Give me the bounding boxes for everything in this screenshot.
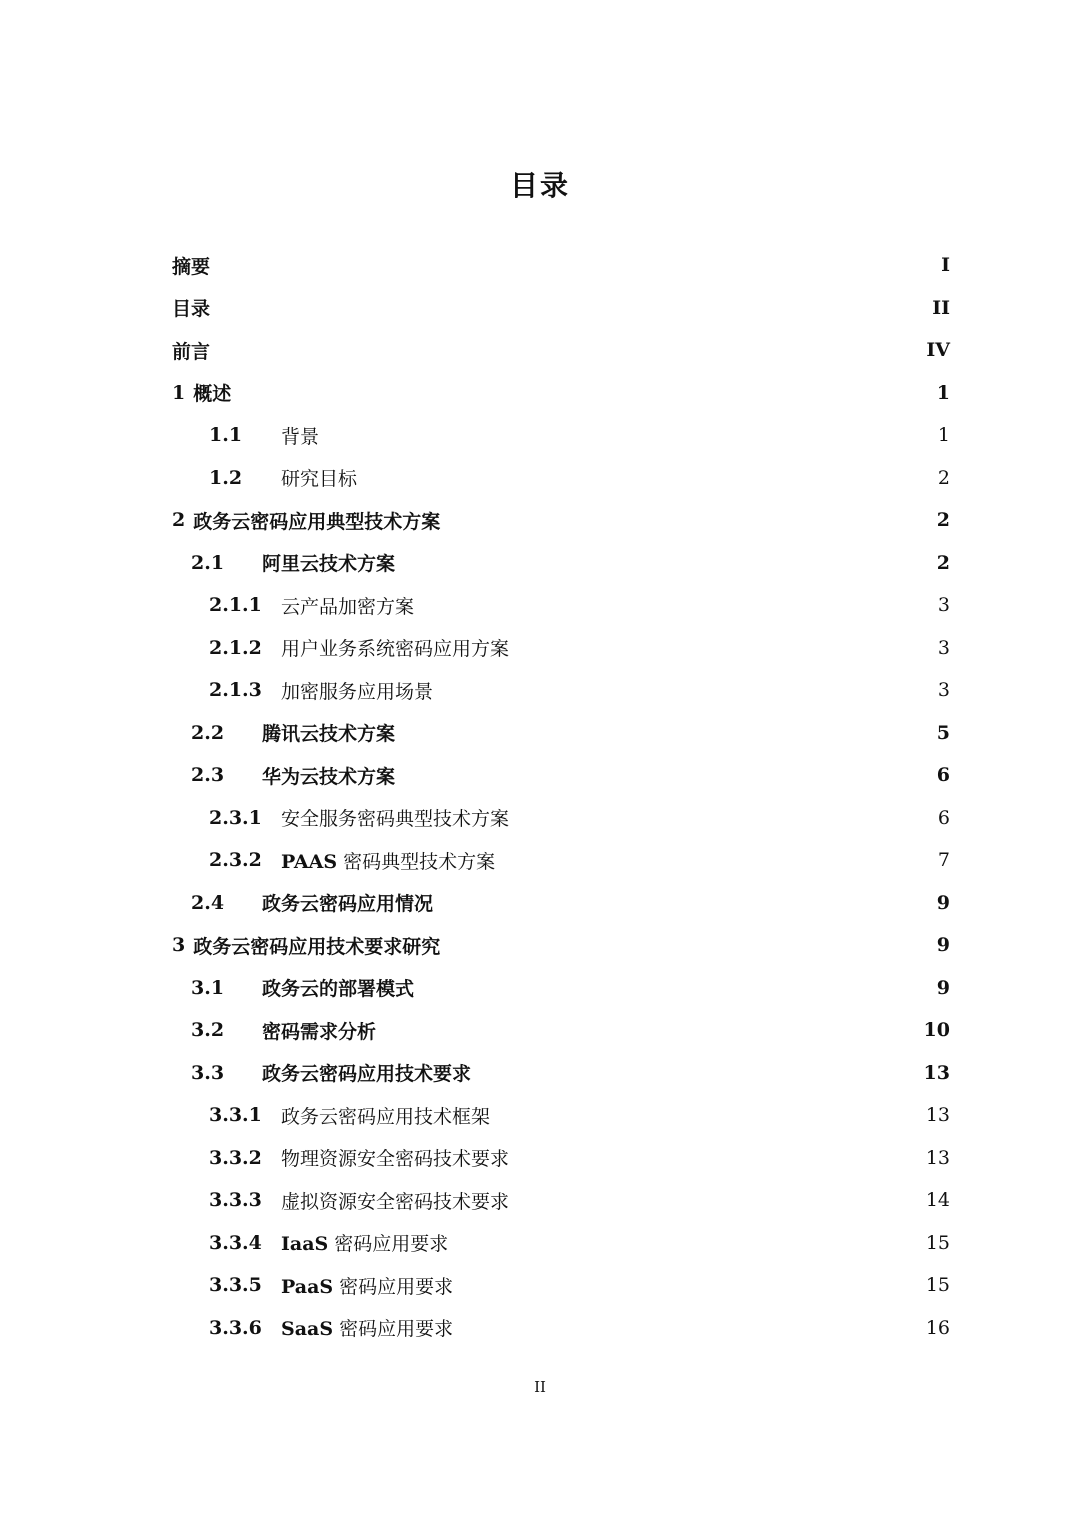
toc-dot-leader: [397, 774, 935, 784]
toc-entry[interactable]: [172, 754, 950, 797]
toc-entry-label: 密码需求分析: [262, 1020, 377, 1043]
toc-entry-page: 15: [925, 1274, 950, 1297]
toc-dot-leader: [511, 647, 936, 657]
toc-entry-page: 13: [923, 1061, 950, 1084]
toc-entry[interactable]: [172, 584, 950, 627]
toc-entry-label: PaaS 密码应用要求: [281, 1275, 454, 1298]
toc-entry-number: 2.3.1: [209, 806, 262, 829]
toc-dot-leader: [492, 1114, 924, 1124]
toc-entry-number: 2.1.3: [209, 679, 262, 702]
toc-entry[interactable]: [172, 329, 950, 372]
toc-entry-page: 16: [925, 1316, 950, 1339]
page-title: 目录: [509, 169, 570, 202]
toc-entry[interactable]: [172, 1052, 950, 1095]
toc-entry-label: 虚拟资源安全密码技术要求: [281, 1190, 510, 1213]
toc-entry[interactable]: [172, 499, 950, 542]
toc-dot-leader: [442, 519, 935, 529]
toc-entry-page: 3: [937, 679, 950, 702]
toc-entry[interactable]: [172, 882, 950, 925]
toc-entry-page: 2: [936, 509, 950, 532]
toc-entry-number: 2.3: [191, 764, 225, 787]
toc-entry-page: 5: [936, 721, 950, 744]
toc-entry[interactable]: [172, 372, 950, 415]
toc-entry-number: 1.1: [209, 424, 243, 447]
toc-entry[interactable]: [172, 1307, 950, 1350]
toc-entry[interactable]: [172, 1009, 950, 1052]
toc-entry[interactable]: [172, 542, 950, 585]
toc-dot-leader: [442, 944, 935, 954]
toc-entry-page: 2: [936, 551, 950, 574]
toc-dot-leader: [473, 1072, 922, 1082]
toc-entry-page: 2: [937, 466, 950, 489]
toc-entry[interactable]: [172, 839, 950, 882]
toc-entry-number: 3.3.5: [209, 1274, 262, 1297]
toc-entry-page: IV: [926, 339, 950, 362]
toc-entry-label: 云产品加密方案: [281, 595, 415, 618]
toc-dot-leader: [397, 732, 935, 742]
toc-dot-leader: [212, 349, 924, 359]
toc-entry-number: 3: [172, 934, 186, 957]
toc-entry-number: 2: [172, 509, 186, 532]
toc-dot-leader: [511, 1157, 924, 1167]
toc-entry-number: 3.3.2: [209, 1146, 262, 1169]
toc-entry-page: 9: [936, 976, 950, 999]
toc-entry-label: PAAS 密码典型技术方案: [281, 850, 496, 873]
toc-entry-number: 2.1.1: [209, 594, 262, 617]
toc-dot-leader: [378, 1029, 922, 1039]
toc-entry-label: IaaS 密码应用要求: [281, 1233, 449, 1256]
toc-entry[interactable]: [172, 457, 950, 500]
toc-entry[interactable]: [172, 1264, 950, 1307]
toc-entry-label: SaaS 密码应用要求: [281, 1318, 454, 1341]
toc-entry[interactable]: [172, 627, 950, 670]
toc-dot-leader: [435, 689, 936, 699]
toc-entry-number: 1.2: [209, 466, 243, 489]
toc-entry-label: 概述: [193, 383, 232, 406]
toc-entry-label: 加密服务应用场景: [281, 680, 434, 703]
toc-entry-page: 10: [923, 1019, 950, 1042]
toc-entry-label: 目录: [172, 298, 211, 321]
toc-entry-page: 13: [925, 1104, 950, 1127]
toc-dot-leader: [511, 1199, 924, 1209]
toc-entry[interactable]: [172, 1137, 950, 1180]
toc-entry[interactable]: [172, 414, 950, 457]
toc-entry-label: 华为云技术方案: [262, 765, 396, 788]
toc-dot-leader: [212, 307, 930, 317]
toc-entry-number: 3.3.4: [209, 1231, 262, 1254]
toc-entry-label: 政务云密码应用情况: [262, 893, 434, 916]
toc-entry-label: 研究目标: [281, 468, 358, 491]
toc-entry-label: 政务云密码应用技术框架: [281, 1105, 491, 1128]
toc-entry-number: 2.1.2: [209, 636, 262, 659]
toc-entry-number: 3.3.1: [209, 1104, 262, 1127]
toc-entry-number: 2.4: [191, 891, 225, 914]
toc-dot-leader: [397, 562, 935, 572]
toc-entry-page: 9: [936, 891, 950, 914]
toc-entry[interactable]: [172, 287, 950, 330]
toc-entry-page: 1: [936, 381, 950, 404]
toc-dot-leader: [435, 902, 935, 912]
toc-entry-page: 15: [925, 1231, 950, 1254]
toc-entry-label: 政务云密码应用典型技术方案: [193, 510, 441, 533]
toc-entry-number: 3.3.3: [209, 1189, 262, 1212]
toc-entry-label: 用户业务系统密码应用方案: [281, 638, 510, 661]
toc-entry-label: 政务云的部署模式: [262, 978, 415, 1001]
toc-dot-leader: [455, 1327, 924, 1337]
toc-entry[interactable]: [172, 797, 950, 840]
toc-entry-page: 3: [937, 594, 950, 617]
toc-dot-leader: [450, 1242, 924, 1252]
toc-entry[interactable]: [172, 924, 950, 967]
toc-entry-label: 阿里云技术方案: [262, 553, 396, 576]
toc-dot-leader: [233, 392, 935, 402]
toc-dot-leader: [416, 604, 936, 614]
toc-entry-page: 14: [925, 1189, 950, 1212]
toc-dot-leader: [416, 987, 935, 997]
toc-dot-leader: [455, 1284, 924, 1294]
toc-entry[interactable]: [172, 244, 950, 287]
page-number: II: [534, 1378, 546, 1396]
toc-entry-label: 腾讯云技术方案: [262, 723, 396, 746]
toc-entry-page: II: [932, 296, 950, 319]
toc-entry-label: 摘要: [172, 255, 211, 278]
toc-dot-leader: [511, 817, 936, 827]
toc-entry-page: 7: [937, 849, 950, 872]
toc-entry[interactable]: [172, 967, 950, 1010]
toc-entry[interactable]: [172, 1179, 950, 1222]
toc-entry-page: 3: [937, 636, 950, 659]
toc-entry[interactable]: [172, 712, 950, 755]
toc-entry-label: 政务云密码应用技术要求: [262, 1063, 472, 1086]
toc-entry-number: 2.1: [191, 551, 225, 574]
toc-entry[interactable]: [172, 1222, 950, 1265]
toc-dot-leader: [321, 434, 936, 444]
table-of-contents: [172, 244, 950, 1349]
toc-entry-page: 6: [937, 806, 950, 829]
toc-dot-leader: [497, 859, 936, 869]
toc-entry[interactable]: [172, 669, 950, 712]
toc-entry[interactable]: [172, 1094, 950, 1137]
toc-entry-label: 物理资源安全密码技术要求: [281, 1148, 510, 1171]
toc-entry-number: 3.3: [191, 1061, 225, 1084]
toc-entry-number: 3.3.6: [209, 1316, 262, 1339]
toc-entry-page: I: [941, 254, 950, 277]
toc-entry-label: 安全服务密码典型技术方案: [281, 808, 510, 831]
toc-entry-number: 1: [172, 381, 186, 404]
toc-entry-number: 2.3.2: [209, 849, 262, 872]
toc-entry-number: 3.1: [191, 976, 225, 999]
toc-entry-label: 政务云密码应用技术要求研究: [193, 935, 441, 958]
toc-entry-page: 13: [925, 1146, 950, 1169]
toc-entry-number: 2.2: [191, 721, 225, 744]
toc-entry-page: 9: [936, 934, 950, 957]
toc-entry-page: 6: [936, 764, 950, 787]
toc-dot-leader: [359, 477, 936, 487]
toc-entry-page: 1: [937, 424, 950, 447]
toc-dot-leader: [212, 264, 939, 274]
toc-entry-number: 3.2: [191, 1019, 225, 1042]
toc-entry-label: 背景: [281, 425, 320, 448]
toc-entry-label: 前言: [172, 340, 211, 363]
